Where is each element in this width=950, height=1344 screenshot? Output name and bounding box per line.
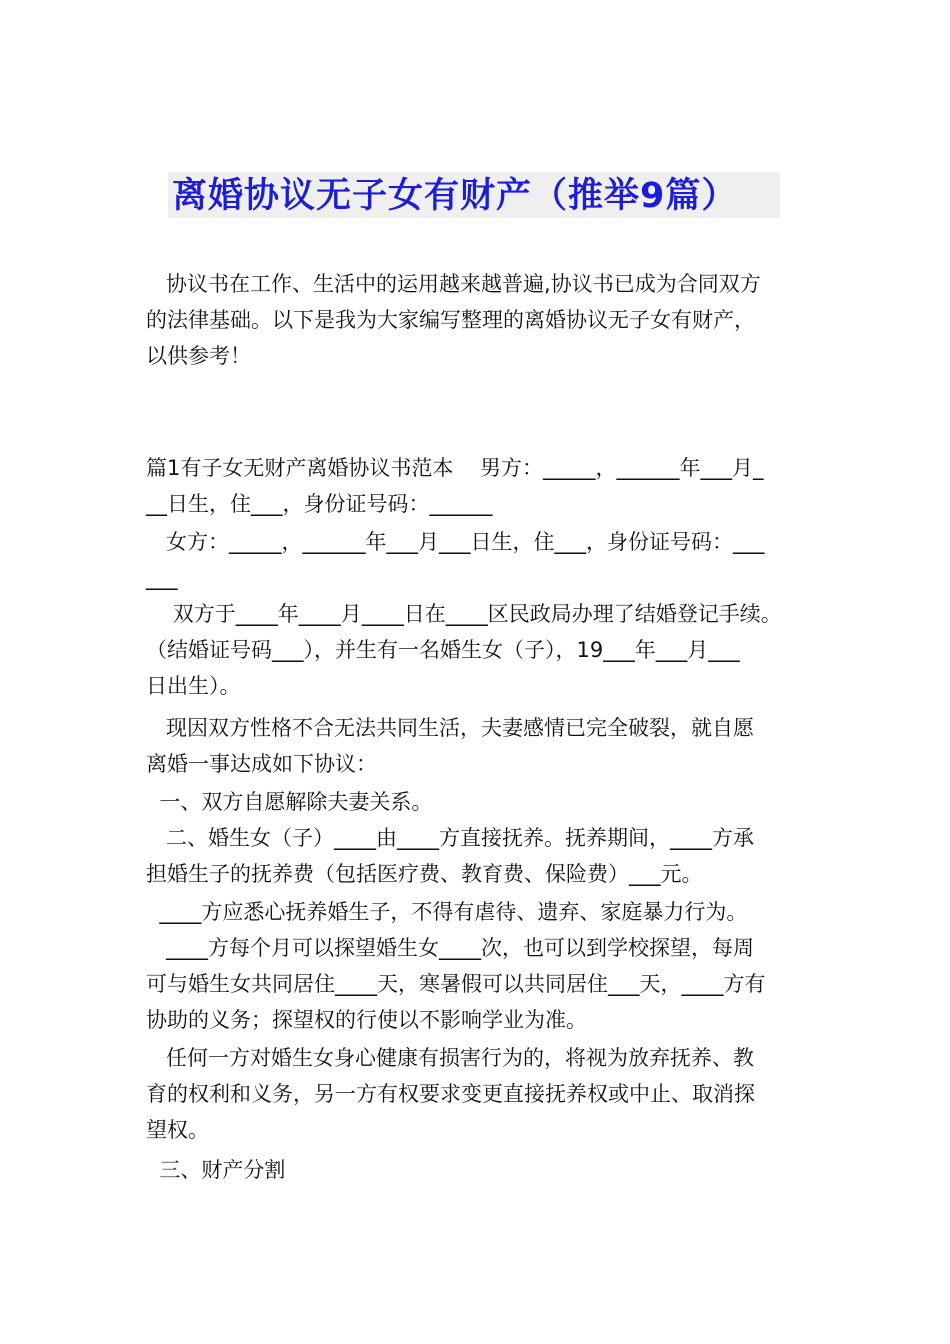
paragraph-2: 女方：_____，______年___月___日生，住___，身份证号码：___ ___ (146, 530, 765, 590)
paragraph-4: 现因双方性格不合无法共同生活，夫妻感情已完全破裂，就自愿 离婚一事达成如下协议： (146, 716, 755, 776)
paragraph-7: ____方应悉心抚养婚生子，不得有虐待、遗弃、家庭暴力行为。 (146, 900, 748, 924)
paragraph-5: 一、双方自愿解除夫妻关系。 (146, 790, 433, 814)
intro-paragraph: 协议书在工作、生活中的运用越来越普遍,协议书已成为合同双方 的法律基础。以下是我为大家编写整理的离婚协议无子女有财产， 以供参考！ (146, 272, 761, 368)
paragraph-6: 二、婚生女（子）____由____方直接抚养。抚养期间，____方承 担婚生子的抚养费（包括医疗费、教育费、保险费）___元。 (146, 826, 755, 886)
paragraph-3: 双方于____年____月____日在____区民政局办理了结婚登记手续。 （结婚证号码___），并生有一名婚生女（子），19___年___月___ 日出生）。 (146, 602, 782, 698)
paragraph-10: 三、财产分割 (146, 1158, 286, 1182)
paragraph-1: 篇1有子女无财产离婚协议书范本 男方：_____，______年___月_ __日生，住___，身份证号码：______ (146, 456, 764, 516)
paragraph-8: ____方每个月可以探望婚生女____次，也可以到学校探望，每周 可与婚生女共同居住____天，寒暑假可以共同居住___天，____方有 协助的义务；探望权的行使以不影响学业为准。 (146, 936, 766, 1032)
document-title: 离婚协议无子女有财产（推举9篇） (172, 176, 738, 216)
paragraph-9: 任何一方对婚生女身心健康有损害行为的，将视为放弃抚养、教 育的权利和义务，另一方有权要求变更直接抚养权或中止、取消探 望权。 (146, 1046, 755, 1142)
